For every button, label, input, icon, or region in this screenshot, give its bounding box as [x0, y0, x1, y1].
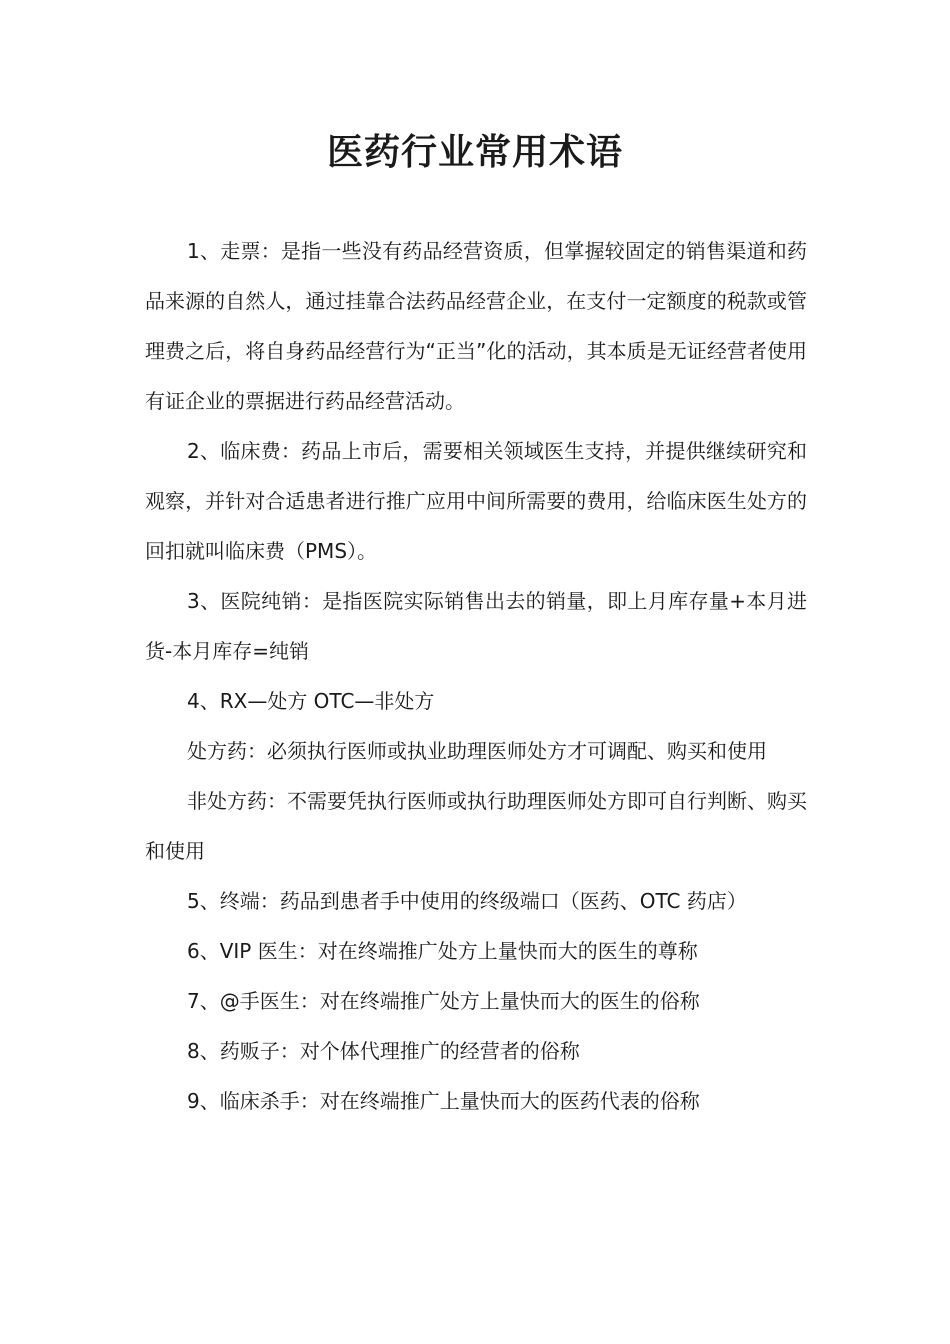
paragraph-prescription-drug: 处方药：必须执行医师或执业助理医师处方才可调配、购买和使用 [187, 739, 767, 763]
paragraph-rx-otc: 4、RX—处方 OTC—非处方 [187, 689, 435, 713]
paragraph-at-doctor: 7、@手医生：对在终端推广处方上量快而大的医生的俗称 [187, 989, 700, 1013]
paragraph-yiyuan-chunxiao: 3、医院纯销：是指医院实际销售出去的销量，即上月库存量+本月进货-本月库存=纯销 [145, 589, 807, 663]
paragraph-linchuangfei: 2、临床费：药品上市后，需要相关领域医生支持，并提供继续研究和观察，并针对合适患者进行推广应用中间所需要的费用，给临床医生处方的回扣就叫临床费（PMS）。 [145, 439, 807, 563]
paragraph-zoupiao: 1、走票：是指一些没有药品经营资质，但掌握较固定的销售渠道和药品来源的自然人，通过挂靠合法药品经营企业，在支付一定额度的税款或管理费之后，将自身药品经营行为“正当”化的活动，其本质是无证经营者使用有证企业的票据进行药品经营活动。 [145, 239, 807, 413]
paragraph-otc-drug: 非处方药：不需要凭执行医师或执行助理医师处方即可自行判断、购买和使用 [145, 789, 807, 863]
document-title: 医药行业常用术语 [326, 131, 623, 173]
paragraph-drug-dealer: 8、药贩子：对个体代理推广的经营者的俗称 [187, 1039, 580, 1063]
paragraph-vip-doctor: 6、VIP 医生：对在终端推广处方上量快而大的医生的尊称 [187, 939, 698, 963]
paragraph-terminal: 5、终端：药品到患者手中使用的终级端口（医药、OTC 药店） [187, 889, 747, 913]
paragraph-clinical-killer: 9、临床杀手：对在终端推广上量快而大的医药代表的俗称 [187, 1089, 700, 1113]
document-body [145, 226, 807, 1126]
